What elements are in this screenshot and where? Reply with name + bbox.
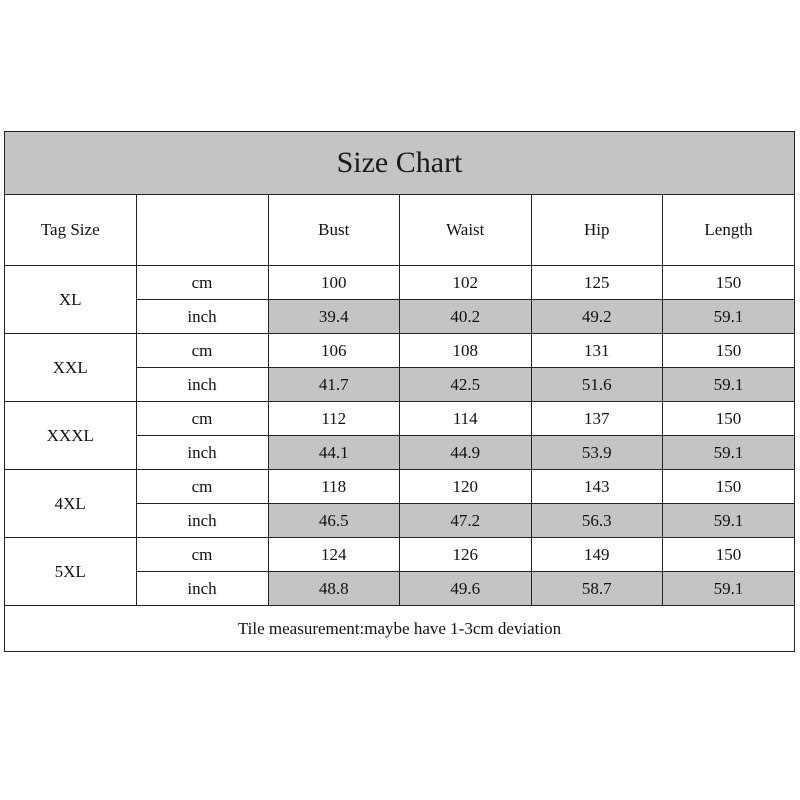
footer-row bbox=[5, 606, 794, 652]
length-value: 150 bbox=[663, 538, 795, 572]
table-row bbox=[5, 266, 794, 300]
bust-value: 124 bbox=[268, 538, 400, 572]
unit-label: inch bbox=[136, 504, 268, 538]
waist-value: 44.9 bbox=[400, 436, 532, 470]
table-row bbox=[5, 334, 794, 368]
hip-value: 53.9 bbox=[531, 436, 663, 470]
hip-value: 58.7 bbox=[531, 572, 663, 606]
unit-label: cm bbox=[136, 266, 268, 300]
hip-value: 143 bbox=[531, 470, 663, 504]
table-row bbox=[5, 538, 794, 572]
waist-value: 49.6 bbox=[400, 572, 532, 606]
bust-value: 48.8 bbox=[268, 572, 400, 606]
length-value: 59.1 bbox=[663, 300, 795, 334]
measurement-note: Tile measurement:maybe have 1-3cm deviation bbox=[5, 606, 794, 652]
size-label: XL bbox=[5, 266, 136, 334]
bust-value: 39.4 bbox=[268, 300, 400, 334]
waist-value: 42.5 bbox=[400, 368, 532, 402]
unit-label: cm bbox=[136, 402, 268, 436]
length-value: 150 bbox=[663, 334, 795, 368]
size-label: XXXL bbox=[5, 402, 136, 470]
unit-label: cm bbox=[136, 334, 268, 368]
hip-value: 149 bbox=[531, 538, 663, 572]
size-label: 5XL bbox=[5, 538, 136, 606]
bust-value: 106 bbox=[268, 334, 400, 368]
unit-label: cm bbox=[136, 470, 268, 504]
header-tag-size: Tag Size bbox=[5, 195, 136, 266]
size-label: 4XL bbox=[5, 470, 136, 538]
unit-label: inch bbox=[136, 436, 268, 470]
unit-label: inch bbox=[136, 572, 268, 606]
bust-value: 112 bbox=[268, 402, 400, 436]
table-row bbox=[5, 470, 794, 504]
bust-value: 118 bbox=[268, 470, 400, 504]
bust-value: 41.7 bbox=[268, 368, 400, 402]
waist-value: 108 bbox=[400, 334, 532, 368]
header-waist: Waist bbox=[400, 195, 532, 266]
waist-value: 102 bbox=[400, 266, 532, 300]
header-bust: Bust bbox=[268, 195, 400, 266]
header-unit bbox=[136, 195, 268, 266]
waist-value: 114 bbox=[400, 402, 532, 436]
waist-value: 40.2 bbox=[400, 300, 532, 334]
unit-label: inch bbox=[136, 368, 268, 402]
hip-value: 137 bbox=[531, 402, 663, 436]
length-value: 59.1 bbox=[663, 368, 795, 402]
size-chart bbox=[4, 131, 795, 652]
header-length: Length bbox=[663, 195, 795, 266]
unit-label: cm bbox=[136, 538, 268, 572]
bust-value: 44.1 bbox=[268, 436, 400, 470]
hip-value: 56.3 bbox=[531, 504, 663, 538]
hip-value: 49.2 bbox=[531, 300, 663, 334]
hip-value: 125 bbox=[531, 266, 663, 300]
waist-value: 47.2 bbox=[400, 504, 532, 538]
hip-value: 51.6 bbox=[531, 368, 663, 402]
length-value: 59.1 bbox=[663, 572, 795, 606]
size-label: XXL bbox=[5, 334, 136, 402]
chart-title: Size Chart bbox=[5, 132, 794, 195]
length-value: 59.1 bbox=[663, 504, 795, 538]
size-table bbox=[5, 195, 794, 652]
waist-value: 120 bbox=[400, 470, 532, 504]
header-hip: Hip bbox=[531, 195, 663, 266]
bust-value: 46.5 bbox=[268, 504, 400, 538]
length-value: 150 bbox=[663, 266, 795, 300]
hip-value: 131 bbox=[531, 334, 663, 368]
bust-value: 100 bbox=[268, 266, 400, 300]
unit-label: inch bbox=[136, 300, 268, 334]
length-value: 150 bbox=[663, 470, 795, 504]
waist-value: 126 bbox=[400, 538, 532, 572]
length-value: 59.1 bbox=[663, 436, 795, 470]
table-row bbox=[5, 402, 794, 436]
header-row bbox=[5, 195, 794, 266]
length-value: 150 bbox=[663, 402, 795, 436]
